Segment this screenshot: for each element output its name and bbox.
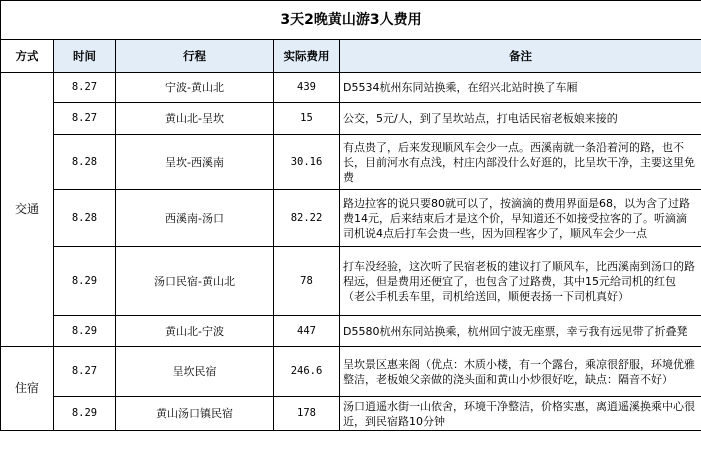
header-row [1,40,701,73]
header-time: 时间 [54,40,116,73]
note-cell: 路边拉客的说只要80就可以了，按滴滴的费用界面是68，以为含了过路费14元，后来结束后才是这个价，早知道还不如接受拉客的了。听滴滴司机说4点后打车会贵一些，因为回程客少了，顺风车会少一点 [340,190,701,247]
route-cell: 汤口民宿-黄山北 [116,247,274,316]
header-note: 备注 [340,40,701,73]
date-cell: 8.28 [54,190,116,247]
date-cell: 8.29 [54,397,116,431]
cost-cell: 78 [274,247,340,316]
date-cell: 8.27 [54,347,116,397]
table-row [1,135,701,190]
category-transport: 交通 [1,73,54,347]
note-cell: 呈坎景区惠来阁（优点：木质小楼，有一个露台，乘凉很舒服，环境优雅整洁，老板娘父亲做的浇头面和黄山小炒很好吃，缺点：隔音不好） [340,347,701,397]
table-title: 3天2晚黄山游3人费用 [1,1,701,40]
cost-cell: 178 [274,397,340,431]
note-cell: 汤口逍遥水街一山依舍，环境干净整洁，价格实惠，离逍遥溪换乘中心很近，到民宿路10分钟 [340,397,701,431]
note-cell: 有点贵了，后来发现顺风车会少一点。西溪南就一条沿着河的路，也不长，目前河水有点浅，村庄内部没什么好逛的，比呈坎干净，主要这里免费 [340,135,701,190]
route-cell: 西溪南-汤口 [116,190,274,247]
date-cell: 8.29 [54,316,116,347]
title-row [1,1,701,40]
cost-cell: 30.16 [274,135,340,190]
note-cell: D5534杭州东同站换乘，在绍兴北站时换了车厢 [340,73,701,103]
header-route: 行程 [116,40,274,73]
route-cell: 宁波-黄山北 [116,73,274,103]
date-cell: 8.27 [54,103,116,135]
header-method: 方式 [1,40,54,73]
table-row [1,190,701,247]
route-cell: 黄山汤口镇民宿 [116,397,274,431]
route-cell: 黄山北-宁波 [116,316,274,347]
category-lodging: 住宿 [1,347,54,431]
cost-cell: 15 [274,103,340,135]
route-cell: 黄山北-呈坎 [116,103,274,135]
date-cell: 8.28 [54,135,116,190]
header-cost: 实际费用 [274,40,340,73]
table-row [1,316,701,347]
table-row [1,397,701,431]
date-cell: 8.29 [54,247,116,316]
route-cell: 呈坎民宿 [116,347,274,397]
table-row [1,347,701,397]
date-cell: 8.27 [54,73,116,103]
table-row [1,247,701,316]
route-cell: 呈坎-西溪南 [116,135,274,190]
cost-cell: 82.22 [274,190,340,247]
note-cell: 公交，5元/人，到了呈坎站点，打电话民宿老板娘来接的 [340,103,701,135]
cost-cell: 246.6 [274,347,340,397]
note-cell: D5580杭州东同站换乘，杭州回宁波无座票，幸亏我有远见带了折叠凳 [340,316,701,347]
table-row [1,103,701,135]
table-row [1,73,701,103]
cost-cell: 447 [274,316,340,347]
note-cell: 打车没经验，这次听了民宿老板的建议打了顺风车，比西溪南到汤口的路程远，但是费用还便宜了，也包含了过路费，其中15元给司机的红包（老公手机丢车里，司机给送回，顺便表扬一下司机真好） [340,247,701,316]
cost-cell: 439 [274,73,340,103]
